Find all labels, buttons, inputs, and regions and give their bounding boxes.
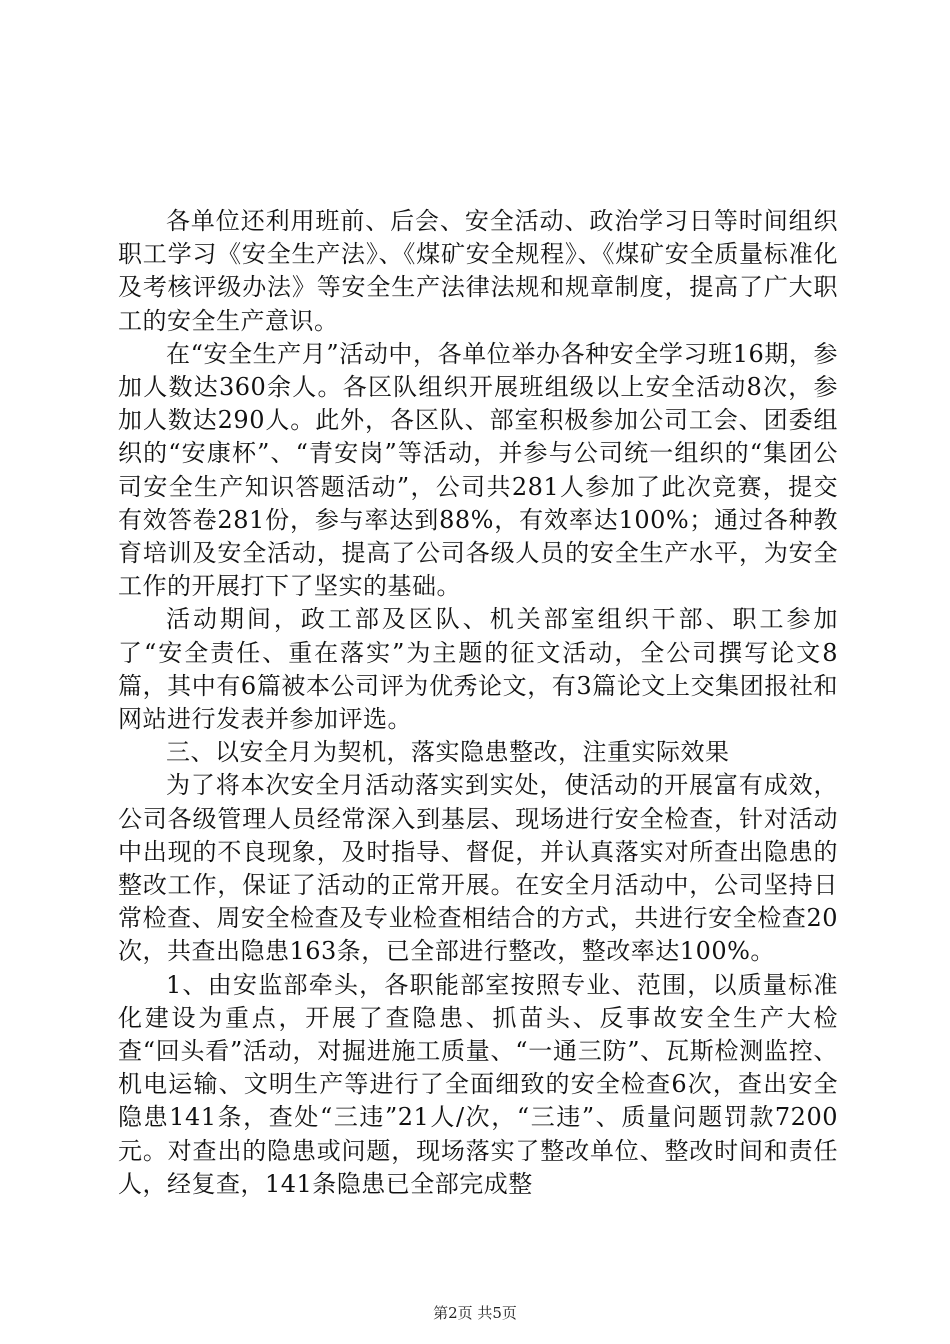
page-number-footer: 第2页 共5页 [433, 1304, 517, 1322]
paragraph-safety-study: 各单位还利用班前、后会、安全活动、政治学习日等时间组织职工学习《安全生产法》、《煤矿安全规程》、《煤矿安全质量标准化及考核评级办法》等安全生产法律法规和规章制度，提高了广大职工的安全生产意识。 [118, 207, 838, 335]
paragraph-inspection-item-1: 1、由安监部牵头，各职能部室按照专业、范围，以质量标准化建设为重点，开展了查隐患、抓苗头、反事故安全生产大检查“回头看”活动，对掘进施工质量、“一通三防”、瓦斯检测监控、机电运输、文明生产等进行了全面细致的安全检查6次，查出安全隐患141条，查处“三违”21人/次，“三违”、质量问题罚款7200元。对查出的隐患或问题，现场落实了整改单位、整改时间和责任人，经复查，141条隐患已全部完成整 [118, 970, 838, 1198]
paragraph-essay-contest: 活动期间，政工部及区队、机关部室组织干部、职工参加了“安全责任、重在落实”为主题的征文活动，全公司撰写论文8篇，其中有6篇被本公司评为优秀论文，有3篇论文上交集团报社和网站进行发表并参加评选。 [118, 605, 838, 734]
document-body [118, 205, 838, 1201]
section-heading-hazard-rectification: 三、以安全月为契机，落实隐患整改，注重实际效果 [166, 738, 730, 767]
paragraph-safety-month-activities: 在“安全生产月”活动中，各单位举办各种安全学习班16期，参加人数达360余人。各区队组织开展班组级以上安全活动8次，参加人数达290人。此外，各区队、部室积极参加公司工会、团委组织的“安康杯”、“青安岗”等活动，并参与公司统一组织的“集团公司安全生产知识答题活动”，公司共281人参加了此次竞赛，提交有效答卷281份，参与率达到88%，有效率达100%；通过各种教育培训及安全活动，提高了公司各级人员的安全生产水平，为安全工作的开展打下了坚实的基础。 [118, 339, 838, 601]
paragraph-safety-inspection: 为了将本次安全月活动落实到实处，使活动的开展富有成效，公司各级管理人员经常深入到基层、现场进行安全检查，针对活动中出现的不良现象，及时指导、督促，并认真落实对所查出隐患的整改工作，保证了活动的正常开展。在安全月活动中，公司坚持日常检查、周安全检查及专业检查相结合的方式，共进行安全检查20次，共查出隐患163条，已全部进行整改，整改率达100%。 [118, 771, 838, 966]
